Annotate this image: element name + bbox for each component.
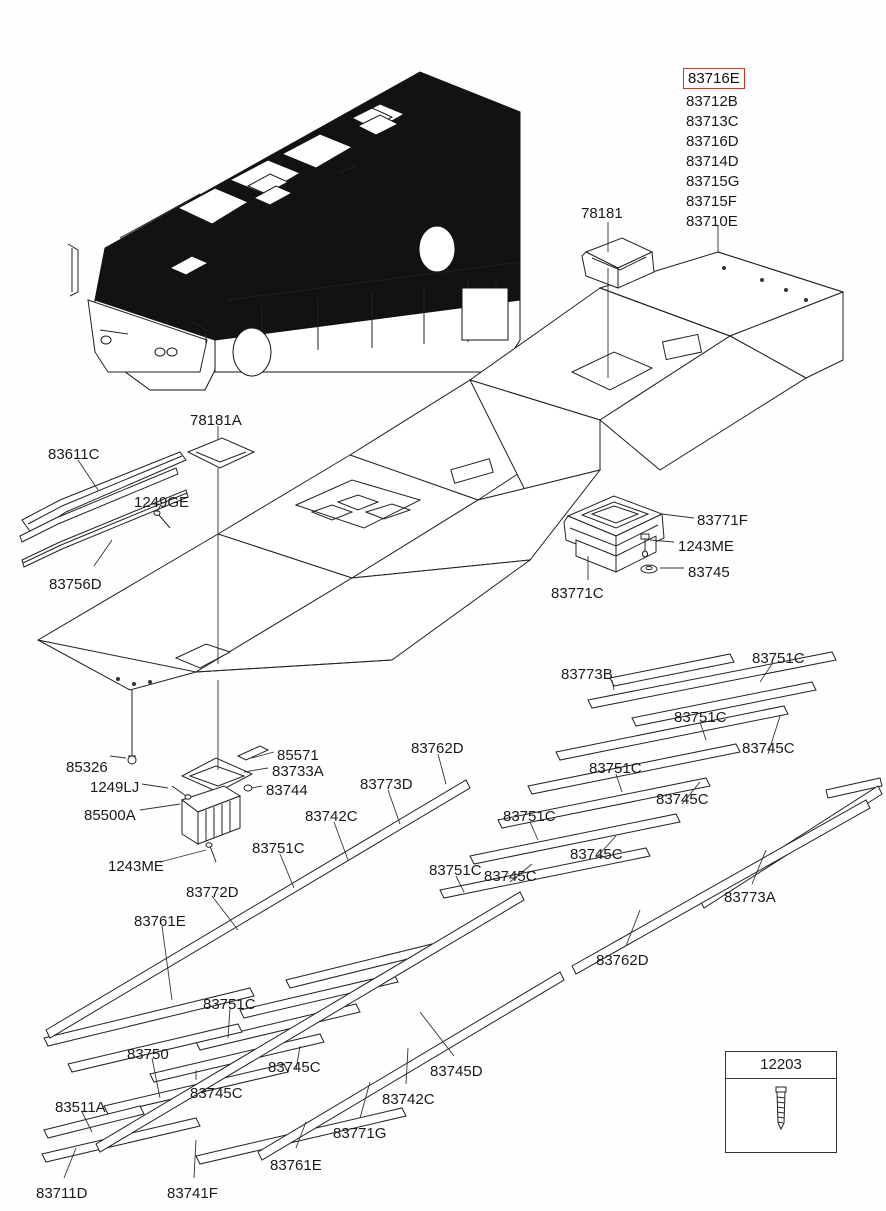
part-85500A-curtain	[182, 786, 240, 844]
part-label-78181A[interactable]: 78181A	[190, 412, 242, 429]
part-label-83751C-g[interactable]: 83751C	[203, 996, 256, 1013]
part-label-83745[interactable]: 83745	[688, 564, 730, 581]
part-label-83741F[interactable]: 83741F	[167, 1185, 218, 1202]
part-label-83511A[interactable]: 83511A	[55, 1099, 106, 1116]
part-label-83750[interactable]: 83750	[127, 1046, 169, 1063]
part-1243ME-screw-lower	[206, 843, 216, 862]
legend-icon-area	[726, 1079, 836, 1141]
part-label-83773B[interactable]: 83773B	[561, 666, 613, 683]
part-label-83772D[interactable]: 83772D	[186, 884, 239, 901]
part-label-1249GE[interactable]: 1249GE	[134, 494, 190, 511]
part-85326-handle	[128, 690, 136, 764]
part-label-83745C-b[interactable]: 83745C	[656, 791, 709, 808]
part-label-85500A[interactable]: 85500A	[84, 807, 136, 824]
part-label-1249LJ[interactable]: 1249LJ	[90, 779, 140, 796]
part-label-83715G[interactable]: 83715G	[686, 173, 740, 190]
part-label-83771F[interactable]: 83771F	[697, 512, 748, 529]
part-label-83762D-a[interactable]: 83762D	[411, 740, 464, 757]
part-label-83745D[interactable]: 83745D	[430, 1063, 483, 1080]
part-label-83773D[interactable]: 83773D	[360, 776, 413, 793]
part-label-83742C-b[interactable]: 83742C	[382, 1091, 435, 1108]
part-label-1243ME-lower[interactable]: 1243ME	[108, 858, 164, 875]
part-label-83771C[interactable]: 83771C	[551, 585, 604, 602]
part-label-78181[interactable]: 78181	[581, 205, 623, 222]
part-label-83733A[interactable]: 83733A	[272, 763, 324, 780]
part-label-83751C-c[interactable]: 83751C	[589, 760, 642, 777]
part-85571-sunvisor	[182, 746, 268, 792]
part-78181A-hatch	[188, 438, 254, 468]
part-83744-pin	[244, 785, 252, 791]
part-label-83745C-c[interactable]: 83745C	[570, 846, 623, 863]
part-label-83712B[interactable]: 83712B	[686, 93, 738, 110]
part-label-85571[interactable]: 85571	[277, 747, 319, 764]
part-label-83742C-a[interactable]: 83742C	[305, 808, 358, 825]
part-label-83716D[interactable]: 83716D	[686, 133, 739, 150]
part-83745-washer	[641, 565, 657, 573]
part-label-83756D[interactable]: 83756D	[49, 576, 102, 593]
part-label-83762D-b[interactable]: 83762D	[596, 952, 649, 969]
screw-icon	[726, 1079, 836, 1141]
part-label-83745C-e[interactable]: 83745C	[268, 1059, 321, 1076]
part-label-85326[interactable]: 85326	[66, 759, 108, 776]
part-1249GE-pin	[154, 511, 170, 528]
part-label-83773A[interactable]: 83773A	[724, 889, 776, 906]
part-label-83713C[interactable]: 83713C	[686, 113, 739, 130]
part-label-1243ME-upper[interactable]: 1243ME	[678, 538, 734, 555]
part-label-83751C-f[interactable]: 83751C	[429, 862, 482, 879]
part-label-83761E-b[interactable]: 83761E	[270, 1157, 322, 1174]
part-label-83751C-d[interactable]: 83751C	[503, 808, 556, 825]
part-label-83744[interactable]: 83744	[266, 782, 308, 799]
part-label-83711D[interactable]: 83711D	[36, 1185, 88, 1202]
part-label-83761E-a[interactable]: 83761E	[134, 913, 186, 930]
part-label-83745C-a[interactable]: 83745C	[742, 740, 795, 757]
part-label-83751C-a[interactable]: 83751C	[752, 650, 805, 667]
part-label-83710E[interactable]: 83710E	[686, 213, 738, 230]
part-label-83716E[interactable]: 83716E	[683, 68, 745, 89]
part-label-83611C[interactable]: 83611C	[48, 446, 100, 463]
part-label-83751C-b[interactable]: 83751C	[674, 709, 727, 726]
part-1249LJ-pin	[172, 786, 191, 799]
legend-box	[725, 1051, 837, 1153]
part-label-83751C-e[interactable]: 83751C	[252, 840, 305, 857]
part-label-83715F[interactable]: 83715F	[686, 193, 737, 210]
bus-illustration	[68, 72, 520, 390]
part-label-83745C-f[interactable]: 83745C	[190, 1085, 243, 1102]
part-label-83771G[interactable]: 83771G	[333, 1125, 387, 1142]
part-label-83714D[interactable]: 83714D	[686, 153, 739, 170]
part-label-83745C-d[interactable]: 83745C	[484, 868, 537, 885]
legend-code: 12203	[726, 1052, 836, 1079]
